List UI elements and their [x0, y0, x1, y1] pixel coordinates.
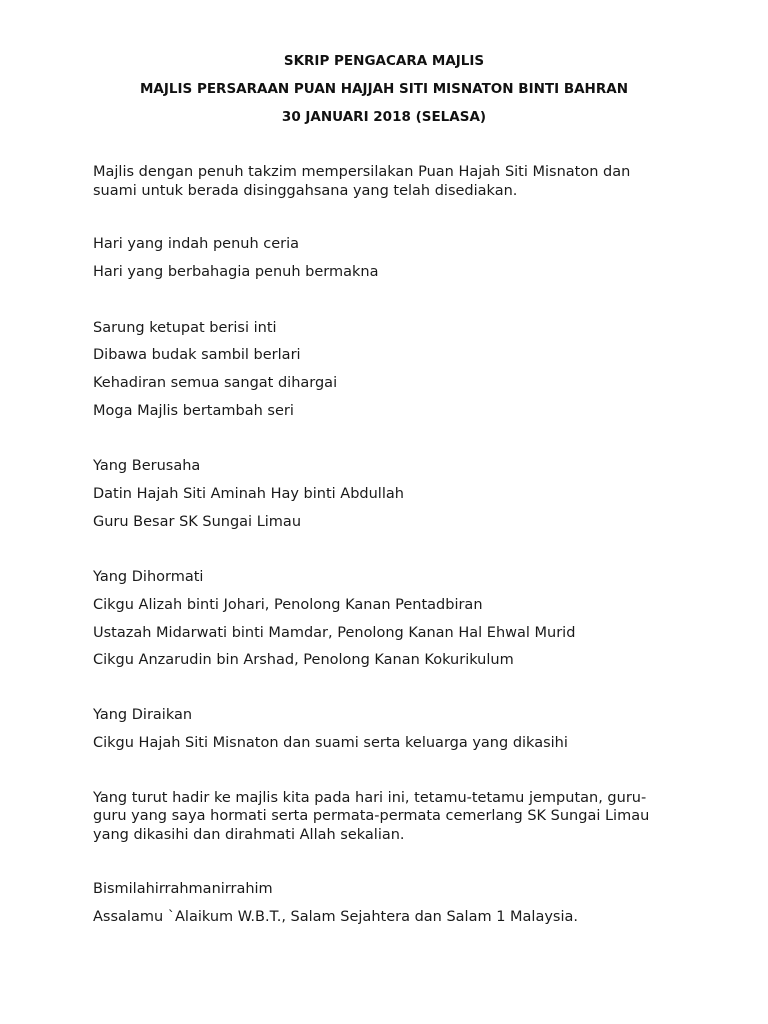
pantun2-line-2: Dibawa budak sambil berlari: [93, 347, 301, 363]
bismillah-line: Bismilahirrahmanirrahim: [93, 881, 273, 897]
salam-line: Assalamu `Alaikum W.B.T., Salam Sejahtera dan Salam 1 Malaysia.: [93, 909, 578, 925]
turut-hadir-line-3: yang dikasihi dan dirahmati Allah sekalian.: [93, 827, 405, 843]
document-title: SKRIP PENGACARA MAJLIS: [283, 53, 485, 69]
pantun1-line-2: Hari yang berbahagia penuh bermakna: [93, 264, 379, 280]
turut-hadir-line-1: Yang turut hadir ke majlis kita pada hari ini, tetamu-tetamu jemputan, guru-: [93, 790, 647, 806]
pantun1-line-1: Hari yang indah penuh ceria: [93, 236, 300, 252]
berusaha-title: Guru Besar SK Sungai Limau: [93, 514, 302, 530]
turut-hadir-line-2: guru yang saya hormati serta permata-permata cemerlang SK Sungai Limau: [93, 808, 650, 824]
dihormati-line-3: Cikgu Anzarudin bin Arshad, Penolong Kanan Kokurikulum: [93, 652, 514, 668]
pantun2-line-1: Sarung ketupat berisi inti: [93, 320, 277, 336]
diraikan-label: Yang Diraikan: [93, 707, 193, 723]
intro-line-2: suami untuk berada disinggahsana yang telah disediakan.: [93, 183, 518, 199]
event-date: 30 JANUARI 2018 (SELASA): [281, 109, 487, 125]
berusaha-label: Yang Berusaha: [93, 458, 201, 474]
dihormati-label: Yang Dihormati: [93, 569, 204, 585]
dihormati-line-1: Cikgu Alizah binti Johari, Penolong Kanan Pentadbiran: [93, 597, 483, 613]
pantun2-line-3: Kehadiran semua sangat dihargai: [93, 375, 338, 391]
diraikan-line-1: Cikgu Hajah Siti Misnaton dan suami serta keluarga yang dikasihi: [93, 735, 568, 751]
berusaha-name: Datin Hajah Siti Aminah Hay binti Abdullah: [93, 486, 404, 502]
dihormati-line-2: Ustazah Midarwati binti Mamdar, Penolong Kanan Hal Ehwal Murid: [93, 625, 576, 641]
pantun2-line-4: Moga Majlis bertambah seri: [93, 403, 294, 419]
intro-line-1: Majlis dengan penuh takzim mempersilakan Puan Hajah Siti Misnaton dan: [93, 164, 631, 180]
event-title: MAJLIS PERSARAAN PUAN HAJJAH SITI MISNATON BINTI BAHRAN: [139, 81, 628, 97]
